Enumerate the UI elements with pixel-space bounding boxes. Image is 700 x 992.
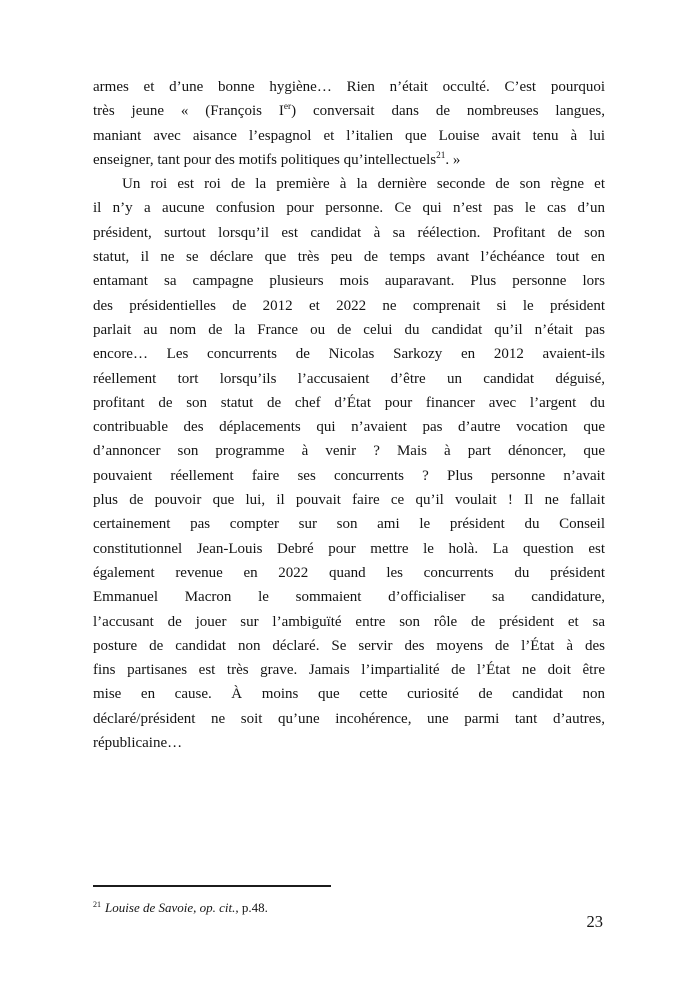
text-line: maniant avec aisance l’espagnol et l’italien que Louise avait tenu à lui xyxy=(93,127,605,144)
text-line: également revenue en 2022 quand les concurrents du président xyxy=(93,564,605,581)
text-line: fins partisanes est très grave. Jamais l’impartialité de l’État ne doit être xyxy=(93,662,605,679)
paragraph xyxy=(93,75,605,172)
text-line: très jeune « (François Ier) conversait dans de nombreuses langues, xyxy=(93,102,605,120)
text-line: mise en cause. À moins que cette curiosité de candidat non xyxy=(93,686,605,703)
text-line: constitutionnel Jean-Louis Debré pour mettre le holà. La question est xyxy=(93,540,605,557)
text-line: d’annoncer son programme à venir ? Mais à part dénoncer, que xyxy=(93,443,605,460)
paragraph xyxy=(93,172,605,755)
text-line: il n’y a aucune confusion pour personne. Ce qui n’est pas le cas d’un xyxy=(93,200,605,217)
text-line: réellement tort lorsqu’ils l’accusaient d’être un candidat déguisé, xyxy=(93,370,605,387)
superscript: er xyxy=(283,102,292,113)
text-line: Un roi est roi de la première à la dernière seconde de son règne et xyxy=(122,176,605,193)
footnote-divider xyxy=(93,885,331,887)
text-line: parlait au nom de la France ou de celui du candidat qu’il n’était pas xyxy=(93,321,605,338)
text-line: posture de candidat non déclaré. Se servir des moyens de l’État à des xyxy=(93,637,605,654)
footnote-marker: 21 xyxy=(93,899,102,909)
text-line: des présidentielles de 2012 et 2022 ne comprenait si le président xyxy=(93,297,605,314)
text-line: républicaine… xyxy=(93,735,183,752)
text-line: statut, il ne se déclare que très peu de temps avant l’échéance tout en xyxy=(93,249,605,266)
text-line: plus de pouvoir que lui, il pouvait faire ce qu’il voulait ! Il ne fallait xyxy=(93,492,605,509)
text-line: enseigner, tant pour des motifs politiques qu’intellectuels$^{21}$. » xyxy=(93,150,461,168)
text-line: encore… Les concurrents de Nicolas Sarkozy en 2012 avaient-ils xyxy=(93,346,605,363)
text-block xyxy=(93,75,605,755)
text-line: armes et d’une bonne hygiène… Rien n’était occulté. C’est pourquoi xyxy=(93,79,605,95)
text-line: président, surtout lorsqu’il est candidat à sa réélection. Profitant de son xyxy=(93,224,605,241)
text-line: contribuable des déplacements qui n’avaient pas d’autre vocation que xyxy=(93,419,605,436)
superscript: 21 xyxy=(436,150,446,161)
page-number: 23 xyxy=(586,912,603,931)
footnote-citation-regular: p.48. xyxy=(238,900,268,915)
text-line: l’accusant de jouer sur l’ambiguïté entre son rôle de président et sa xyxy=(93,613,605,630)
text-line: Emmanuel Macron le sommaient d’officialiser sa candidature, xyxy=(93,589,605,606)
footnote xyxy=(93,899,605,916)
text-line: pouvaient réellement faire ses concurrents ? Plus personne n’avait xyxy=(93,467,605,484)
text-line: déclaré/président ne soit qu’une incohérence, une parmi tant d’autres, xyxy=(93,710,605,727)
text-line: profitant de son statut de chef d’État pour financer avec l’argent du xyxy=(93,394,605,411)
footnote-citation-italic: Louise de Savoie, op. cit., xyxy=(105,900,239,915)
text-line: entamant sa campagne plusieurs mois auparavant. Plus personne lors xyxy=(93,273,605,290)
text-line: certainement pas compter sur son ami le président du Conseil xyxy=(93,516,605,533)
